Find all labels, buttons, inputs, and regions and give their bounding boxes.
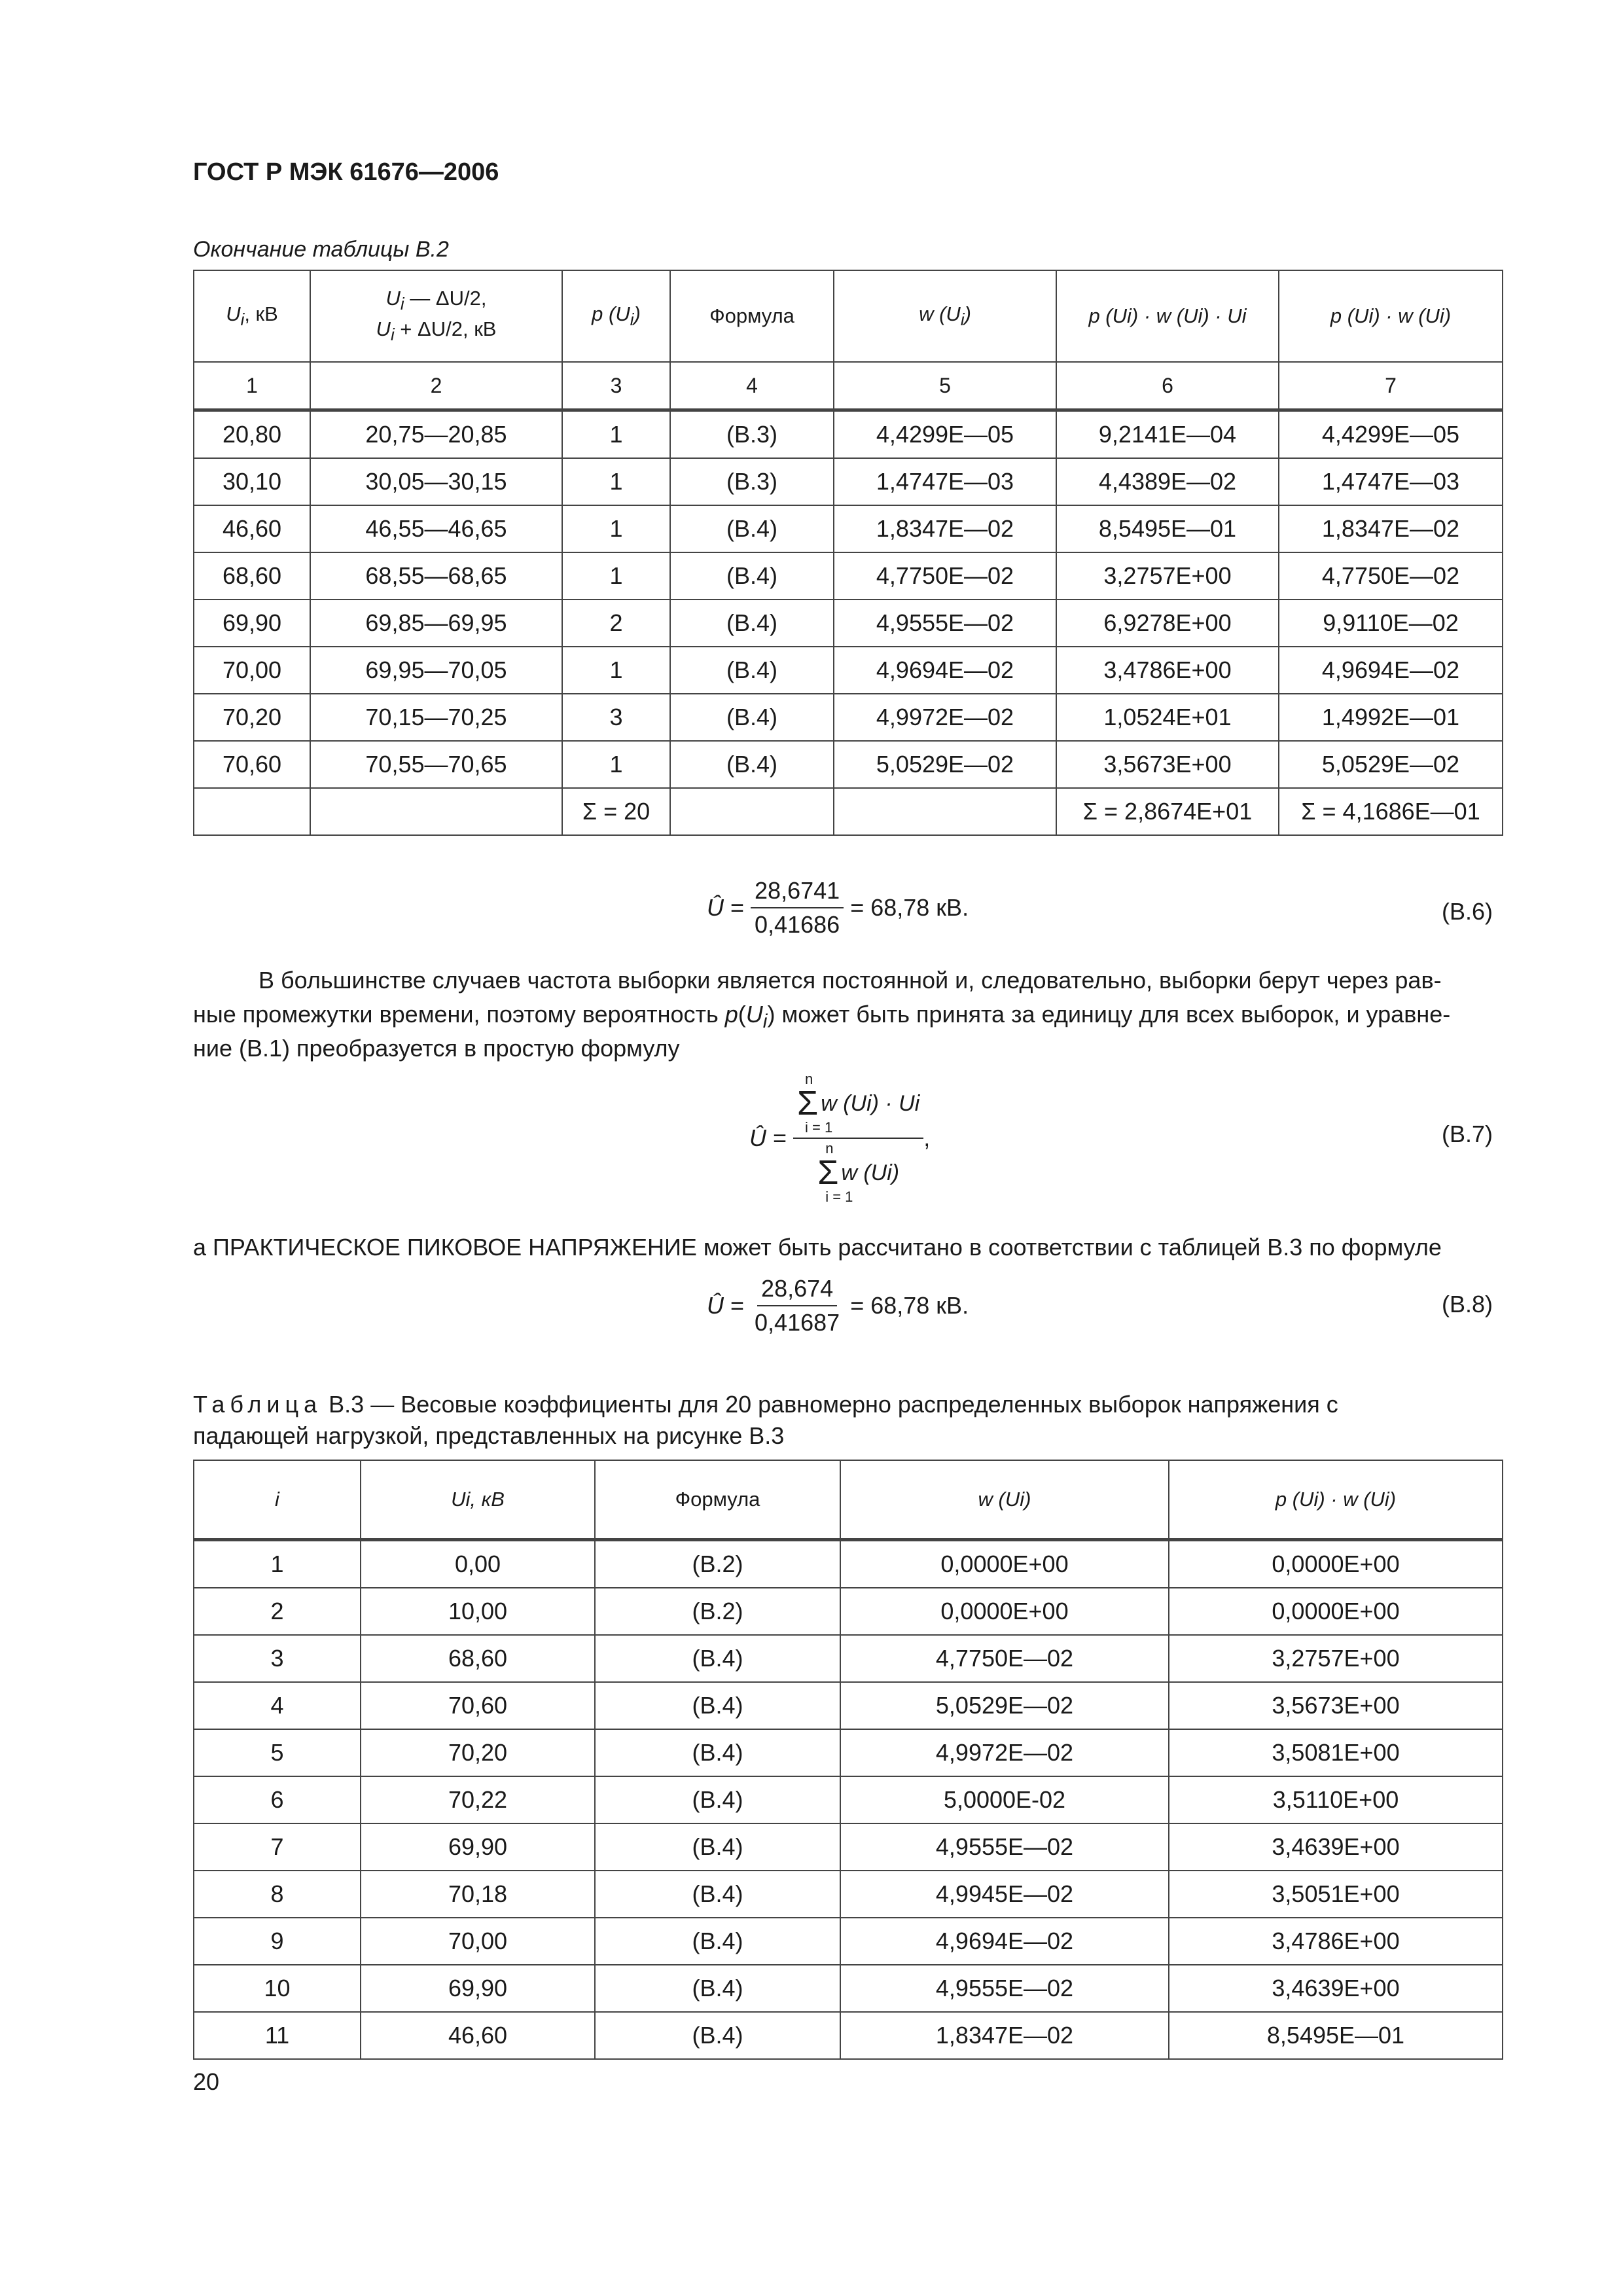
header-weight: w $(U_i)$ xyxy=(834,270,1056,362)
table-cell: 0,0000Е+00 xyxy=(840,1540,1169,1588)
table-cell: 69,90 xyxy=(361,1823,595,1871)
sum-upper-limit: n xyxy=(805,1071,813,1087)
column-number: 4 xyxy=(670,362,834,410)
table-cell: 3,4639Е+00 xyxy=(1169,1823,1503,1871)
column-number: 1 xyxy=(194,362,310,410)
table-cell: (В.4) xyxy=(670,552,834,600)
table-cell: 8,5495Е—01 xyxy=(1056,505,1279,552)
table-cell: (В.4) xyxy=(595,1965,840,2012)
table-cell: 3 xyxy=(562,694,670,741)
table-cell: 2 xyxy=(562,600,670,647)
column-number: 7 xyxy=(1279,362,1503,410)
table-cell: 70,55—70,65 xyxy=(310,741,562,788)
column-number: 3 xyxy=(562,362,670,410)
table-cell: (В.3) xyxy=(670,410,834,459)
header-voltage-range: $U_i$ — ΔU/2, $U_i + \Delta U/2$, кВ xyxy=(310,270,562,362)
table-cell: 1 xyxy=(562,505,670,552)
table-row xyxy=(194,1871,1503,1918)
table-row xyxy=(194,647,1503,694)
document-title: ГОСТ Р МЭК 61676—2006 xyxy=(193,158,499,186)
table-cell: (В.4) xyxy=(595,1823,840,1871)
table-cell: (В.4) xyxy=(595,1871,840,1918)
table-row xyxy=(194,1823,1503,1871)
table-cell xyxy=(194,788,310,835)
equation-b6: Û = $\frac{28,6741}{0,41686}$ = 68,78 кВ. xyxy=(707,877,969,938)
denominator xyxy=(813,1139,903,1204)
table-cell: 70,20 xyxy=(361,1729,595,1776)
denominator: 0,41687 xyxy=(755,1309,840,1336)
table-cell: 4,9555Е—02 xyxy=(840,1823,1169,1871)
table-cell: 68,60 xyxy=(361,1635,595,1682)
header-voltage: $U_i$, кВ xyxy=(194,270,310,362)
table-cell: 69,95—70,05 xyxy=(310,647,562,694)
table-cell: (В.4) xyxy=(595,1918,840,1965)
table-cell: 4,9694Е—02 xyxy=(834,647,1056,694)
table-cell: 70,00 xyxy=(194,647,310,694)
table-row xyxy=(194,741,1503,788)
table-cell: (В.4) xyxy=(670,694,834,741)
sum-p-w-u-cell: Σ = 2,8674Е+01 xyxy=(1056,788,1279,835)
table-cell: (В.4) xyxy=(595,1729,840,1776)
table-row xyxy=(194,505,1503,552)
table-cell: 8 xyxy=(194,1871,361,1918)
header-weight: w (Ui) xyxy=(840,1460,1169,1540)
sigma-symbol: Σ xyxy=(817,1154,839,1192)
table-cell: (В.2) xyxy=(595,1588,840,1635)
table-row xyxy=(194,1588,1503,1635)
table-cell: 4,4389Е—02 xyxy=(1056,458,1279,505)
table-cell: (В.4) xyxy=(595,2012,840,2059)
equation-result: = 68,78 кВ. xyxy=(850,894,969,921)
paragraph-line: ные промежутки времени, поэтому вероятность $p(U_i)$ может быть принята за единицу для всех выборок, и уравне- xyxy=(193,1001,1451,1033)
table-cell: 9 xyxy=(194,1918,361,1965)
table-cell: 11 xyxy=(194,2012,361,2059)
table-cell: 1,4992Е—01 xyxy=(1279,694,1503,741)
table-cell: 1 xyxy=(194,1540,361,1588)
table-cell: 4,4299Е—05 xyxy=(1279,410,1503,459)
table-cell: (В.4) xyxy=(670,505,834,552)
numerator: 28,6741 xyxy=(751,877,844,908)
table-cell: 69,85—69,95 xyxy=(310,600,562,647)
sum-lower-limit: i = 1 xyxy=(825,1189,853,1205)
sum-upper-limit: n xyxy=(825,1140,834,1157)
table-cell: 3,5081Е+00 xyxy=(1169,1729,1503,1776)
table-cell: 0,0000Е+00 xyxy=(840,1588,1169,1635)
table-row xyxy=(194,458,1503,505)
table-row xyxy=(194,1682,1503,1729)
equation-b7: Û = n Σ w (Ui) · Ui i = 1 n Σ w (Ui) i = 1 , xyxy=(749,1071,931,1205)
sum-expression xyxy=(817,1141,899,1204)
table-cell: (В.4) xyxy=(670,741,834,788)
table-cell: 6,9278Е+00 xyxy=(1056,600,1279,647)
table-b3-header-row xyxy=(194,1460,1503,1540)
table-cell: 20,80 xyxy=(194,410,310,459)
sum-lower-limit: i = 1 xyxy=(805,1119,833,1136)
table-cell: 1,8347Е—02 xyxy=(834,505,1056,552)
fraction xyxy=(793,1072,923,1204)
table-cell: 7 xyxy=(194,1823,361,1871)
table-cell: 4,9972Е—02 xyxy=(840,1729,1169,1776)
table-cell: 4,4299Е—05 xyxy=(834,410,1056,459)
table-cell: 9,9110Е—02 xyxy=(1279,600,1503,647)
table-cell: 4,7750Е—02 xyxy=(1279,552,1503,600)
table-row xyxy=(194,552,1503,600)
table-cell: 1 xyxy=(562,741,670,788)
table-cell: (В.4) xyxy=(595,1635,840,1682)
equation-result: = 68,78 кВ. xyxy=(850,1292,969,1319)
table-cell: 69,90 xyxy=(194,600,310,647)
table-cell: 46,55—46,65 xyxy=(310,505,562,552)
header-probability: p $(U_i)$ xyxy=(562,270,670,362)
table-cell xyxy=(310,788,562,835)
table-cell: 4,9972Е—02 xyxy=(834,694,1056,741)
table-cell: 1,0524Е+01 xyxy=(1056,694,1279,741)
table-row xyxy=(194,1918,1503,1965)
column-number: 6 xyxy=(1056,362,1279,410)
table-cell: 0,00 xyxy=(361,1540,595,1588)
u-hat-symbol: Û xyxy=(707,1292,724,1319)
table-row xyxy=(194,694,1503,741)
table-cell: 3,5673Е+00 xyxy=(1169,1682,1503,1729)
paragraph-line: ние (В.1) преобразуется в простую формулу xyxy=(193,1035,680,1062)
table-cell: 3,4786Е+00 xyxy=(1169,1918,1503,1965)
table-cell: 6 xyxy=(194,1776,361,1823)
table-cell: 70,60 xyxy=(194,741,310,788)
table-cell: 70,15—70,25 xyxy=(310,694,562,741)
table-cell: 5 xyxy=(194,1729,361,1776)
table-label: Таблица xyxy=(193,1391,323,1418)
table-cell: 4,9945Е—02 xyxy=(840,1871,1169,1918)
equation-number: (В.8) xyxy=(1442,1291,1493,1318)
table-cell: 4,9694Е—02 xyxy=(840,1918,1169,1965)
table-cell: 3,4786Е+00 xyxy=(1056,647,1279,694)
table-cell: 70,20 xyxy=(194,694,310,741)
table-cell: 4,9555Е—02 xyxy=(840,1965,1169,2012)
table-cell: 10 xyxy=(194,1965,361,2012)
table-cell: 10,00 xyxy=(361,1588,595,1635)
table-cell: 1 xyxy=(562,552,670,600)
table-cell: 46,60 xyxy=(194,505,310,552)
table-cell: 68,55—68,65 xyxy=(310,552,562,600)
table-cell: 30,05—30,15 xyxy=(310,458,562,505)
numerator: 28,674 xyxy=(757,1275,837,1306)
table-cell: (В.4) xyxy=(595,1682,840,1729)
table-row xyxy=(194,600,1503,647)
equation-comma: , xyxy=(923,1124,931,1151)
table-b2-column-numbers xyxy=(194,362,1503,410)
equation-b8: Û = $\frac{28,674}{0,41687}$ = 68,78 кВ. xyxy=(707,1275,969,1336)
table-cell: 3,2757Е+00 xyxy=(1056,552,1279,600)
table-cell: 4,7750Е—02 xyxy=(834,552,1056,600)
table-cell: 2 xyxy=(194,1588,361,1635)
table-cell xyxy=(670,788,834,835)
header-voltage: Ui, кВ xyxy=(361,1460,595,1540)
table-row xyxy=(194,1729,1503,1776)
table-cell: 5,0529Е—02 xyxy=(840,1682,1169,1729)
table-cell: 0,0000Е+00 xyxy=(1169,1588,1503,1635)
table-sum-row xyxy=(194,788,1503,835)
table-cell: (В.4) xyxy=(595,1776,840,1823)
table-cell: 3,4639Е+00 xyxy=(1169,1965,1503,2012)
table-cell: 3,5673Е+00 xyxy=(1056,741,1279,788)
header-formula: Формула xyxy=(670,270,834,362)
table-cell: 1 xyxy=(562,410,670,459)
sum-expression xyxy=(797,1072,919,1135)
u-hat-symbol: Û xyxy=(749,1124,766,1151)
fraction xyxy=(751,877,844,939)
table-row xyxy=(194,410,1503,459)
table-cell: 70,18 xyxy=(361,1871,595,1918)
equation-number: (В.6) xyxy=(1442,898,1493,925)
table-b2-header-row xyxy=(194,270,1503,362)
denominator: 0,41686 xyxy=(755,911,840,938)
sum-term: w (Ui) · Ui xyxy=(821,1090,920,1116)
table-cell: 1 xyxy=(562,647,670,694)
table-cell: 70,00 xyxy=(361,1918,595,1965)
table-b3 xyxy=(193,1460,1503,2060)
table-b3-caption: Таблица В.3 — Весовые коэффициенты для 20 равномерно распределенных выборок напряжения с падающей нагрузкой, представленных на рисунке В.3 xyxy=(193,1391,1338,1449)
table-cell: (В.4) xyxy=(670,647,834,694)
sigma-symbol: Σ xyxy=(797,1085,819,1122)
table-row xyxy=(194,1635,1503,1682)
table-cell: 70,60 xyxy=(361,1682,595,1729)
paragraph-line: а ПРАКТИЧЕСКОЕ ПИКОВОЕ НАПРЯЖЕНИЕ может быть рассчитано в соответствии с таблицей В.3 по формуле xyxy=(193,1234,1442,1261)
table-cell: 46,60 xyxy=(361,2012,595,2059)
table-cell: 1,8347Е—02 xyxy=(840,2012,1169,2059)
u-hat-symbol: Û xyxy=(707,894,724,921)
table-cell: 1,4747Е—03 xyxy=(834,458,1056,505)
table-cell: 1,8347Е—02 xyxy=(1279,505,1503,552)
header-p-w-u: p (Ui) · w (Ui) · Ui xyxy=(1056,270,1279,362)
fraction xyxy=(751,1275,844,1336)
table-row xyxy=(194,1540,1503,1588)
table-b2 xyxy=(193,270,1503,836)
table-cell: (В.4) xyxy=(670,600,834,647)
table-cell: 8,5495Е—01 xyxy=(1169,2012,1503,2059)
header-p-w: p (Ui) · w (Ui) xyxy=(1279,270,1503,362)
table-cell: 5,0000Е-02 xyxy=(840,1776,1169,1823)
table-cell: 68,60 xyxy=(194,552,310,600)
table-cell: 3,2757Е+00 xyxy=(1169,1635,1503,1682)
sum-term: w (Ui) xyxy=(841,1160,900,1185)
sum-count-cell: Σ = 20 xyxy=(562,788,670,835)
table-cell: 69,90 xyxy=(361,1965,595,2012)
equation-number: (В.7) xyxy=(1442,1121,1493,1147)
column-number: 5 xyxy=(834,362,1056,410)
table-cell: 5,0529Е—02 xyxy=(1279,741,1503,788)
table-cell: 4,9694Е—02 xyxy=(1279,647,1503,694)
table-cell: 5,0529Е—02 xyxy=(834,741,1056,788)
paragraph-line: В большинстве случаев частота выборки является постоянной и, следовательно, выборки берут через рав- xyxy=(259,967,1442,994)
table-cell: 3 xyxy=(194,1635,361,1682)
table-cell: 70,22 xyxy=(361,1776,595,1823)
table-cell: 1,4747Е—03 xyxy=(1279,458,1503,505)
header-p-w: p (Ui) · w (Ui) xyxy=(1169,1460,1503,1540)
table-cell: 3,5051Е+00 xyxy=(1169,1871,1503,1918)
table-cell: 20,75—20,85 xyxy=(310,410,562,459)
table-cell: 4,9555Е—02 xyxy=(834,600,1056,647)
header-index: i xyxy=(194,1460,361,1540)
table-row xyxy=(194,1965,1503,2012)
table-cell xyxy=(834,788,1056,835)
table-b2-caption: Окончание таблицы В.2 xyxy=(193,237,449,262)
table-cell: 1 xyxy=(562,458,670,505)
table-row xyxy=(194,1776,1503,1823)
table-cell: 9,2141Е—04 xyxy=(1056,410,1279,459)
table-cell: (В.3) xyxy=(670,458,834,505)
table-cell: 30,10 xyxy=(194,458,310,505)
header-formula: Формула xyxy=(595,1460,840,1540)
table-cell: 0,0000Е+00 xyxy=(1169,1540,1503,1588)
table-cell: 4,7750Е—02 xyxy=(840,1635,1169,1682)
table-cell: (В.2) xyxy=(595,1540,840,1588)
page-number: 20 xyxy=(193,2068,220,2095)
table-cell: 4 xyxy=(194,1682,361,1729)
column-number: 2 xyxy=(310,362,562,410)
table-cell: 3,5110Е+00 xyxy=(1169,1776,1503,1823)
numerator xyxy=(793,1072,923,1139)
sum-p-w-cell: Σ = 4,1686Е—01 xyxy=(1279,788,1503,835)
table-row xyxy=(194,2012,1503,2059)
